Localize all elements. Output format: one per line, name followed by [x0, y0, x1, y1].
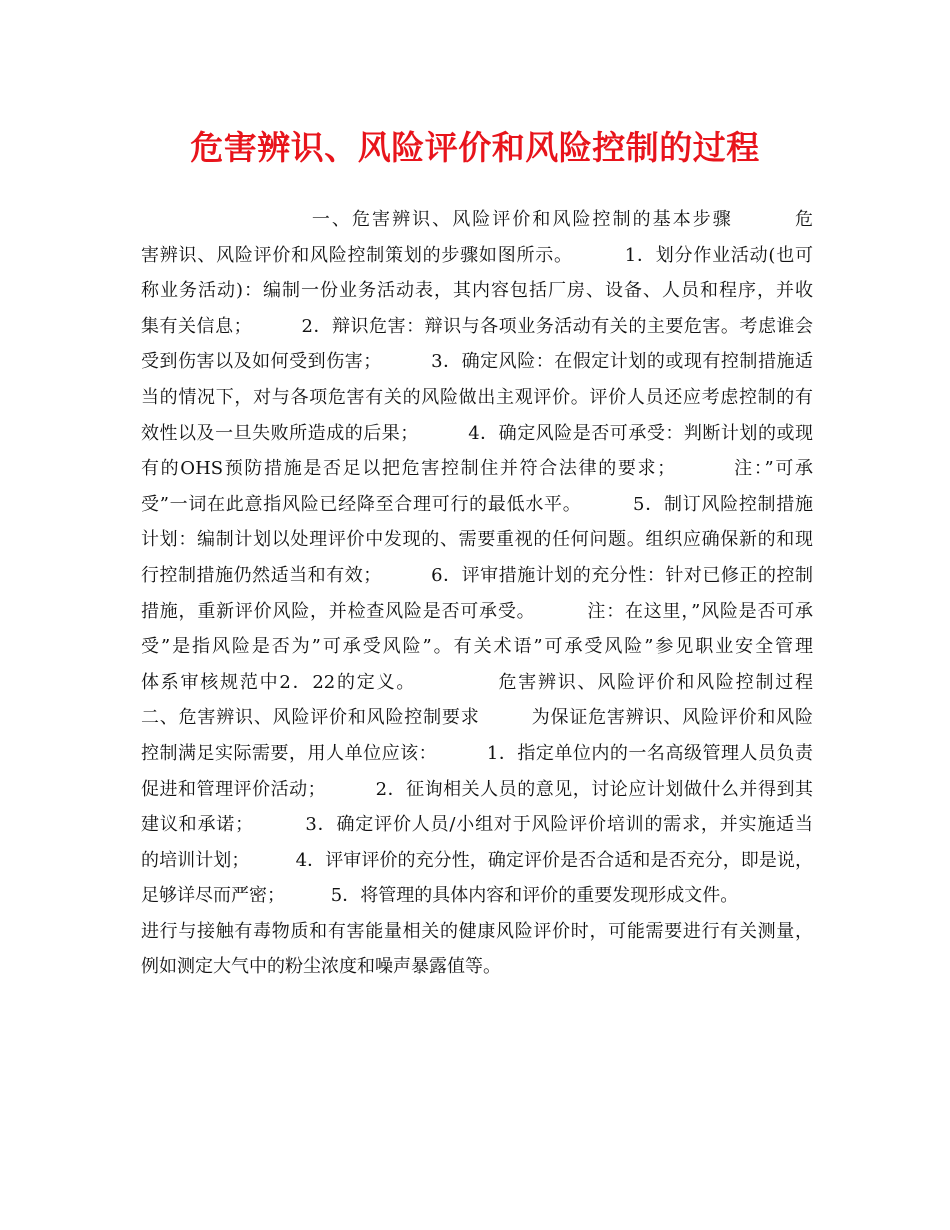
body-line: 效性以及一旦失败所造成的后果； 4．确定风险是否可承受：判断计划的或现 [141, 422, 813, 444]
body-line: 计划：编制计划以处理评价中发现的、需要重视的任何问题。组织应确保新的和现 [141, 529, 813, 551]
body-line: 行控制措施仍然适当和有效； 6．评审措施计划的充分性：针对已修正的控制 [141, 564, 813, 586]
body-line: 建议和承诺； 3．确定评价人员/小组对于风险评价培训的需求，并实施适当 [141, 814, 813, 836]
document-title: 危害辨识、风险评价和风险控制的过程 [190, 128, 760, 167]
body-line: 有的OHS预防措施是否足以把危害控制住并符合法律的要求； 注：”可承 [141, 458, 813, 480]
body-line: 促进和管理评价活动； 2．征询相关人员的意见，讨论应计划做什么并得到其 [141, 778, 813, 800]
body-line: 集有关信息； 2．辩识危害：辩识与各项业务活动有关的主要危害。考虑谁会 [141, 315, 813, 337]
body-line: 害辨识、风险评价和风险控制策划的步骤如图所示。 1．划分作业活动(也可 [141, 244, 813, 266]
body-line: 足够详尽而严密； 5．将管理的具体内容和评价的重要发现形成文件。 [141, 885, 739, 907]
body-line: 控制满足实际需要，用人单位应该： 1．指定单位内的一名高级管理人员负责 [141, 742, 813, 764]
body-line: 进行与接触有毒物质和有害能量相关的健康风险评价时，可能需要进行有关测量， [141, 920, 813, 942]
body-line: 当的情况下，对与各项危害有关的风险做出主观评价。评价人员还应考虑控制的有 [141, 386, 813, 408]
body-line: 例如测定大气中的粉尘浓度和噪声暴露值等。 [141, 956, 501, 978]
document-body [141, 202, 813, 985]
body-line: 一、危害辨识、风险评价和风险控制的基本步骤 危 [141, 209, 813, 230]
body-line: 受到伤害以及如何受到伤害； 3．确定风险：在假定计划的或现有控制措施适 [141, 351, 813, 373]
body-line: 的培训计划； 4．评审评价的充分性，确定评价是否合适和是否充分，即是说， [141, 849, 813, 871]
body-line: 二、危害辨识、风险评价和风险控制要求 为保证危害辨识、风险评价和风险 [141, 707, 813, 729]
body-line: 受”是指风险是否为”可承受风险”。有关术语”可承受风险”参见职业安全管理 [141, 636, 813, 658]
body-line: 称业务活动)：编制一份业务活动表，其内容包括厂房、设备、人员和程序，并收 [141, 280, 813, 302]
body-line: 措施，重新评价风险，并检查风险是否可承受。 注：在这里，”风险是否可承 [141, 600, 813, 622]
body-line: 受”一词在此意指风险已经降至合理可行的最低水平。 5．制订风险控制措施 [141, 493, 813, 515]
body-line: 体系审核规范中2．22的定义。 危害辨识、风险评价和风险控制过程 [141, 671, 813, 693]
